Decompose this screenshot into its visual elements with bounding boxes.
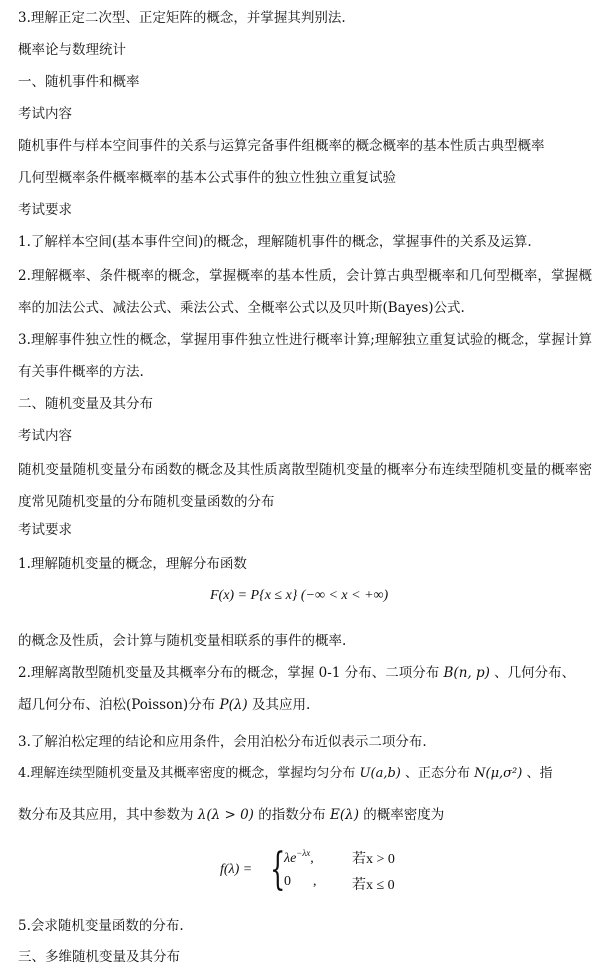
section-heading: 三、多维随机变量及其分布 <box>18 949 180 965</box>
case-condition: 若x > 0 <box>352 852 395 867</box>
text-line: 3.理解正定二次型、正定矩阵的概念，并掌握其判别法. <box>18 10 346 26</box>
case-separator: , <box>313 874 317 889</box>
paragraph: 随机变量随机变量分布函数的概念及其性质离散型随机变量的概率分布连续型随机变量的概率密度常见随机变量的分布随机变量函数的分布 <box>18 462 592 510</box>
case-condition: 若x ≤ 0 <box>352 878 395 893</box>
text-line: 1.理解随机变量的概念，理解分布函数 <box>18 556 247 572</box>
text-line: 1.了解样本空间(基本事件空间)的概念，理解随机事件的概念，掌握事件的关系及运算. <box>18 234 532 250</box>
binomial-notation: B(n, p) <box>443 665 490 681</box>
text-line <box>18 765 590 783</box>
exponential-notation: E(λ) <box>330 807 359 823</box>
text-segment: 的指数分布 <box>253 807 331 823</box>
text-line <box>18 696 590 714</box>
text-segment: 4.理解连续型随机变量及其概率密度的概念，掌握均匀分布 <box>18 766 360 781</box>
text-segment: 及其应用. <box>247 697 311 713</box>
subheading: 考试内容 <box>18 106 72 122</box>
subheading: 考试要求 <box>18 202 72 218</box>
text-segment: 、正态分布 <box>400 766 475 781</box>
text-line: 随机事件与样本空间事件的关系与运算完备事件组概率的概念概率的基本性质古典型概率 <box>18 138 545 154</box>
paragraph: 2.理解概率、条件概率的概念，掌握概率的基本性质，会计算古典型概率和几何型概率，掌握概率的加法公式、减法公式、乘法公式、全概率公式以及贝叶斯(Bayes)公式. <box>18 268 592 316</box>
section-heading: 一、随机事件和概率 <box>18 74 140 90</box>
case-expression: 0 <box>284 874 291 889</box>
normal-notation: N(μ,σ²) <box>474 766 523 781</box>
text-segment: 超几何分布、泊松(Poisson)分布 <box>18 697 220 713</box>
text-line: 5.会求随机变量函数的分布. <box>18 918 184 934</box>
text-segment: 数分布及其应用，其中参数为 <box>18 807 198 823</box>
formula-case-1 <box>284 848 395 867</box>
text-segment: 、几何分布、 <box>489 665 576 681</box>
text-line <box>18 806 590 824</box>
subheading: 考试内容 <box>18 428 72 444</box>
case-expression: λe <box>284 851 297 866</box>
lambda-condition: λ(λ > 0) <box>197 807 254 823</box>
text-line <box>18 664 590 682</box>
text-segment: 2.理解离散型随机变量及其概率分布的概念，掌握 0-1 分布、二项分布 <box>18 665 444 681</box>
section-heading: 二、随机变量及其分布 <box>18 396 153 412</box>
case-exponent: −λx <box>296 848 311 858</box>
uniform-notation: U(a,b) <box>359 766 401 781</box>
formula-case-2 <box>284 874 395 893</box>
text-segment: 、指 <box>522 766 553 781</box>
section-heading: 概率论与数理统计 <box>18 42 126 58</box>
text-segment: 的概率密度为 <box>358 807 445 823</box>
case-separator: , <box>310 851 314 866</box>
subheading: 考试要求 <box>18 522 72 538</box>
text-line: 的概念及性质，会计算与随机变量相联系的事件的概率. <box>18 633 347 649</box>
left-brace: { <box>270 844 286 895</box>
text-line: 几何型概率条件概率概率的基本公式事件的独立性独立重复试验 <box>18 170 396 186</box>
formula-lhs: f(λ) = <box>220 862 253 877</box>
text-line: 3.了解泊松定理的结论和应用条件，会用泊松分布近似表示二项分布. <box>18 734 427 750</box>
density-formula <box>220 844 420 896</box>
cdf-formula: F(x) = P{x ≤ x} (−∞ < x < +∞) <box>210 588 389 603</box>
paragraph: 3.理解事件独立性的概念，掌握用事件独立性进行概率计算;理解独立重复试验的概念，掌握计算有关事件概率的方法. <box>18 332 592 380</box>
poisson-notation: P(λ) <box>219 697 248 713</box>
